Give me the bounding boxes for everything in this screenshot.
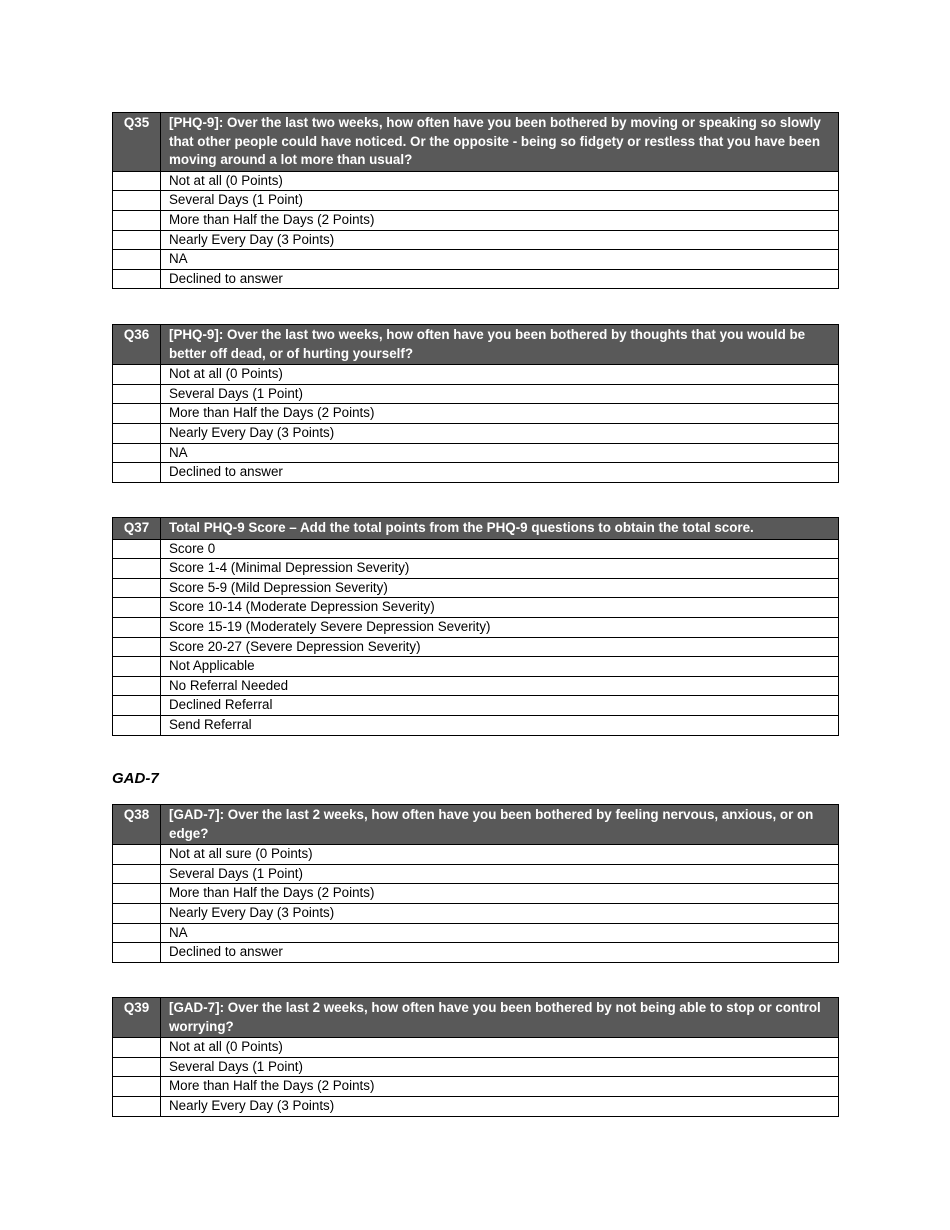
answer-option-row[interactable] bbox=[113, 923, 839, 943]
answer-option-row[interactable] bbox=[113, 423, 839, 443]
answer-option-label: Declined Referral bbox=[161, 696, 839, 716]
answer-option-row[interactable] bbox=[113, 230, 839, 250]
answer-checkbox-cell[interactable] bbox=[113, 715, 161, 735]
answer-checkbox-cell[interactable] bbox=[113, 676, 161, 696]
question-text: Total PHQ-9 Score – Add the total points from the PHQ-9 questions to obtain the total score. bbox=[161, 518, 839, 540]
answer-checkbox-cell[interactable] bbox=[113, 250, 161, 270]
question-text: [PHQ-9]: Over the last two weeks, how often have you been bothered by thoughts that you would be better off dead, or of hurting yourself? bbox=[161, 325, 839, 365]
answer-option-row[interactable] bbox=[113, 696, 839, 716]
answer-option-label: Several Days (1 Point) bbox=[161, 1057, 839, 1077]
answer-option-label: NA bbox=[161, 923, 839, 943]
question-number: Q36 bbox=[113, 325, 161, 365]
question-table-q37 bbox=[112, 517, 839, 736]
answer-checkbox-cell[interactable] bbox=[113, 864, 161, 884]
answer-option-label: Score 0 bbox=[161, 539, 839, 559]
answer-checkbox-cell[interactable] bbox=[113, 884, 161, 904]
answer-option-label: Send Referral bbox=[161, 715, 839, 735]
answer-option-label: Several Days (1 Point) bbox=[161, 864, 839, 884]
question-table-q38 bbox=[112, 804, 839, 963]
answer-option-label: Score 15-19 (Moderately Severe Depression Severity) bbox=[161, 617, 839, 637]
answer-checkbox-cell[interactable] bbox=[113, 559, 161, 579]
answer-option-row[interactable] bbox=[113, 657, 839, 677]
question-header bbox=[113, 518, 839, 540]
answer-checkbox-cell[interactable] bbox=[113, 210, 161, 230]
answer-checkbox-cell[interactable] bbox=[113, 230, 161, 250]
question-text: [GAD-7]: Over the last 2 weeks, how often have you been bothered by not being able to stop or control worrying? bbox=[161, 998, 839, 1038]
answer-option-row[interactable] bbox=[113, 443, 839, 463]
question-table-q35 bbox=[112, 112, 839, 289]
answer-option-label: Not at all (0 Points) bbox=[161, 1038, 839, 1058]
answer-option-label: More than Half the Days (2 Points) bbox=[161, 404, 839, 424]
answer-option-row[interactable] bbox=[113, 715, 839, 735]
answer-option-row[interactable] bbox=[113, 1096, 839, 1116]
answer-option-row[interactable] bbox=[113, 617, 839, 637]
answer-checkbox-cell[interactable] bbox=[113, 943, 161, 963]
answer-option-row[interactable] bbox=[113, 210, 839, 230]
answer-checkbox-cell[interactable] bbox=[113, 384, 161, 404]
answer-option-label: Not at all sure (0 Points) bbox=[161, 845, 839, 865]
answer-option-row[interactable] bbox=[113, 1077, 839, 1097]
answer-option-row[interactable] bbox=[113, 191, 839, 211]
answer-option-label: Score 10-14 (Moderate Depression Severity) bbox=[161, 598, 839, 618]
answer-option-label: Not Applicable bbox=[161, 657, 839, 677]
answer-option-row[interactable] bbox=[113, 463, 839, 483]
answer-option-row[interactable] bbox=[113, 578, 839, 598]
answer-option-label: Score 20-27 (Severe Depression Severity) bbox=[161, 637, 839, 657]
answer-checkbox-cell[interactable] bbox=[113, 404, 161, 424]
answer-option-label: Not at all (0 Points) bbox=[161, 171, 839, 191]
answer-option-label: Score 1-4 (Minimal Depression Severity) bbox=[161, 559, 839, 579]
answer-option-label: More than Half the Days (2 Points) bbox=[161, 210, 839, 230]
answer-checkbox-cell[interactable] bbox=[113, 598, 161, 618]
answer-checkbox-cell[interactable] bbox=[113, 617, 161, 637]
question-table-q39 bbox=[112, 997, 839, 1117]
answer-checkbox-cell[interactable] bbox=[113, 578, 161, 598]
answer-option-label: NA bbox=[161, 250, 839, 270]
answer-option-row[interactable] bbox=[113, 171, 839, 191]
answer-checkbox-cell[interactable] bbox=[113, 845, 161, 865]
answer-option-row[interactable] bbox=[113, 365, 839, 385]
answer-option-row[interactable] bbox=[113, 845, 839, 865]
answer-option-row[interactable] bbox=[113, 884, 839, 904]
answer-option-row[interactable] bbox=[113, 384, 839, 404]
answer-option-label: Nearly Every Day (3 Points) bbox=[161, 1096, 839, 1116]
answer-checkbox-cell[interactable] bbox=[113, 365, 161, 385]
answer-checkbox-cell[interactable] bbox=[113, 171, 161, 191]
answer-option-label: Several Days (1 Point) bbox=[161, 384, 839, 404]
answer-option-row[interactable] bbox=[113, 598, 839, 618]
answer-option-row[interactable] bbox=[113, 269, 839, 289]
answer-checkbox-cell[interactable] bbox=[113, 1038, 161, 1058]
answer-option-label: Nearly Every Day (3 Points) bbox=[161, 903, 839, 923]
answer-option-row[interactable] bbox=[113, 1038, 839, 1058]
answer-checkbox-cell[interactable] bbox=[113, 423, 161, 443]
answer-option-row[interactable] bbox=[113, 864, 839, 884]
answer-option-label: Score 5-9 (Mild Depression Severity) bbox=[161, 578, 839, 598]
answer-option-label: Nearly Every Day (3 Points) bbox=[161, 423, 839, 443]
answer-checkbox-cell[interactable] bbox=[113, 696, 161, 716]
answer-checkbox-cell[interactable] bbox=[113, 1077, 161, 1097]
question-number: Q37 bbox=[113, 518, 161, 540]
answer-checkbox-cell[interactable] bbox=[113, 443, 161, 463]
answer-option-row[interactable] bbox=[113, 250, 839, 270]
question-text: [GAD-7]: Over the last 2 weeks, how often have you been bothered by feeling nervous, anxious, or on edge? bbox=[161, 805, 839, 845]
answer-checkbox-cell[interactable] bbox=[113, 191, 161, 211]
answer-option-label: Declined to answer bbox=[161, 269, 839, 289]
answer-option-label: No Referral Needed bbox=[161, 676, 839, 696]
answer-option-label: Several Days (1 Point) bbox=[161, 191, 839, 211]
section-heading-gad7: GAD-7 bbox=[112, 770, 159, 787]
answer-option-label: Declined to answer bbox=[161, 463, 839, 483]
answer-option-label: NA bbox=[161, 443, 839, 463]
question-header bbox=[113, 113, 839, 172]
answer-checkbox-cell[interactable] bbox=[113, 657, 161, 677]
answer-checkbox-cell[interactable] bbox=[113, 903, 161, 923]
answer-option-row[interactable] bbox=[113, 637, 839, 657]
answer-option-row[interactable] bbox=[113, 559, 839, 579]
answer-checkbox-cell[interactable] bbox=[113, 1096, 161, 1116]
answer-checkbox-cell[interactable] bbox=[113, 269, 161, 289]
answer-option-label: Nearly Every Day (3 Points) bbox=[161, 230, 839, 250]
answer-option-row[interactable] bbox=[113, 539, 839, 559]
answer-option-row[interactable] bbox=[113, 943, 839, 963]
question-number: Q39 bbox=[113, 998, 161, 1038]
answer-option-label: Not at all (0 Points) bbox=[161, 365, 839, 385]
answer-option-row[interactable] bbox=[113, 903, 839, 923]
answer-option-row[interactable] bbox=[113, 404, 839, 424]
answer-option-row[interactable] bbox=[113, 1057, 839, 1077]
answer-option-label: More than Half the Days (2 Points) bbox=[161, 884, 839, 904]
answer-option-label: Declined to answer bbox=[161, 943, 839, 963]
question-header bbox=[113, 325, 839, 365]
question-header bbox=[113, 805, 839, 845]
question-number: Q38 bbox=[113, 805, 161, 845]
answer-checkbox-cell[interactable] bbox=[113, 923, 161, 943]
question-table-q36 bbox=[112, 324, 839, 483]
answer-checkbox-cell[interactable] bbox=[113, 463, 161, 483]
answer-checkbox-cell[interactable] bbox=[113, 1057, 161, 1077]
question-number: Q35 bbox=[113, 113, 161, 172]
answer-checkbox-cell[interactable] bbox=[113, 637, 161, 657]
answer-option-row[interactable] bbox=[113, 676, 839, 696]
question-header bbox=[113, 998, 839, 1038]
answer-option-label: More than Half the Days (2 Points) bbox=[161, 1077, 839, 1097]
question-text: [PHQ-9]: Over the last two weeks, how often have you been bothered by moving or speaking so slowly that other people could have noticed. Or the opposite - being so fidgety or restless that you have been moving around a lot more than usual? bbox=[161, 113, 839, 172]
answer-checkbox-cell[interactable] bbox=[113, 539, 161, 559]
